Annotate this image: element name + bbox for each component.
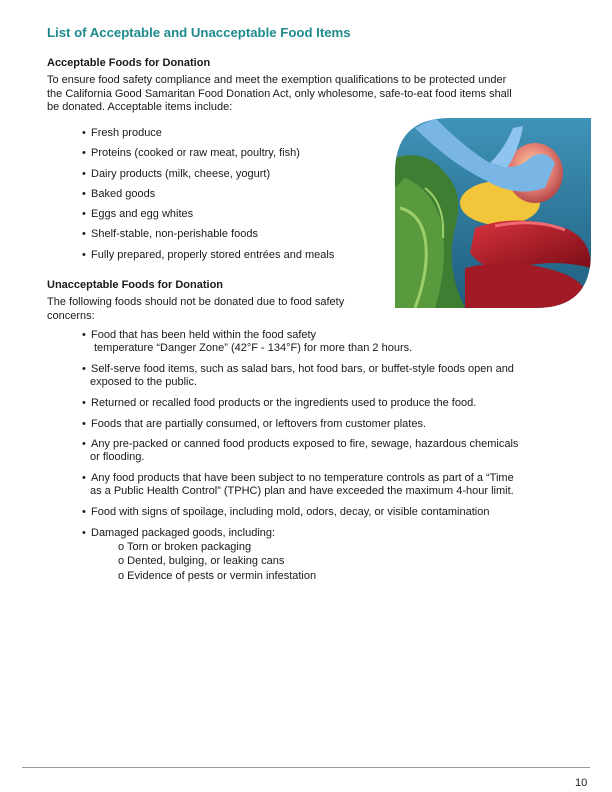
sub-item: o Torn or broken packaging: [118, 540, 252, 553]
list-item: • Proteins (cooked or raw meat, poultry, fish): [82, 147, 300, 160]
intro-line: To ensure food safety compliance and meet the exemption qualifications to be protected under: [47, 74, 507, 86]
list-item: • Fully prepared, properly stored entrées and meals: [82, 248, 335, 261]
list-item: • Dairy products (milk, cheese, yogurt): [82, 167, 271, 180]
sub-item: o Dented, bulging, or leaking cans: [118, 555, 285, 568]
list-item: • Baked goods: [82, 187, 156, 200]
food-produce-photo: [395, 118, 591, 308]
sub-item: o Evidence of pests or vermin infestation: [118, 569, 317, 582]
acceptable-intro: [47, 74, 512, 115]
list-item: • Damaged packaged goods, including: o Torn or broken packaging o Dented, bulging, or leaking cans o Evidence of pests or vermin infestation: [82, 527, 518, 584]
unacceptable-intro: [47, 296, 344, 323]
unacceptable-heading: Unacceptable Foods for Donation: [47, 279, 224, 291]
list-item: • Self-serve food items, such as salad bars, hot food bars, or buffet-style foods open and exposed to the public.: [82, 362, 514, 389]
intro-line: be donated. Acceptable items include:: [47, 101, 233, 113]
page-title: List of Acceptable and Unacceptable Food Items: [47, 25, 351, 40]
list-item: • Fresh produce: [82, 127, 162, 139]
intro-line: the California Good Samaritan Food Donation Act, only wholesome, safe-to-eat food items shall: [47, 87, 512, 100]
list-item: • Returned or recalled food products or the ingredients used to produce the food.: [82, 396, 477, 409]
acceptable-list: [82, 127, 334, 269]
list-item: • Foods that are partially consumed, or leftovers from customer plates.: [82, 417, 427, 430]
list-item: • Shelf-stable, non-perishable foods: [82, 228, 258, 241]
acceptable-heading: Acceptable Foods for Donation: [47, 57, 211, 69]
list-item: • Any food products that have been subject to no temperature controls as part of a “Time as a Public Health Control” (TPHC) plan and have exceeded the maximum 4-hour limit.: [82, 472, 514, 498]
intro-line: The following foods should not be donated due to food safety: [47, 296, 345, 308]
list-item: • Food with signs of spoilage, including mold, odors, decay, or visible contamination: [82, 506, 490, 519]
intro-line: concerns:: [47, 309, 95, 322]
list-item: • Food that has been held within the food safety temperature “Danger Zone” (42°F - 134°F) for more than 2 hours.: [82, 329, 413, 355]
list-item: • Any pre-packed or canned food products exposed to fire, sewage, hazardous chemicals or flooding.: [82, 438, 519, 464]
page-number: 10: [575, 777, 588, 789]
unacceptable-list: [82, 329, 518, 591]
list-item: • Eggs and egg whites: [82, 208, 194, 221]
footer-divider: [22, 767, 590, 768]
